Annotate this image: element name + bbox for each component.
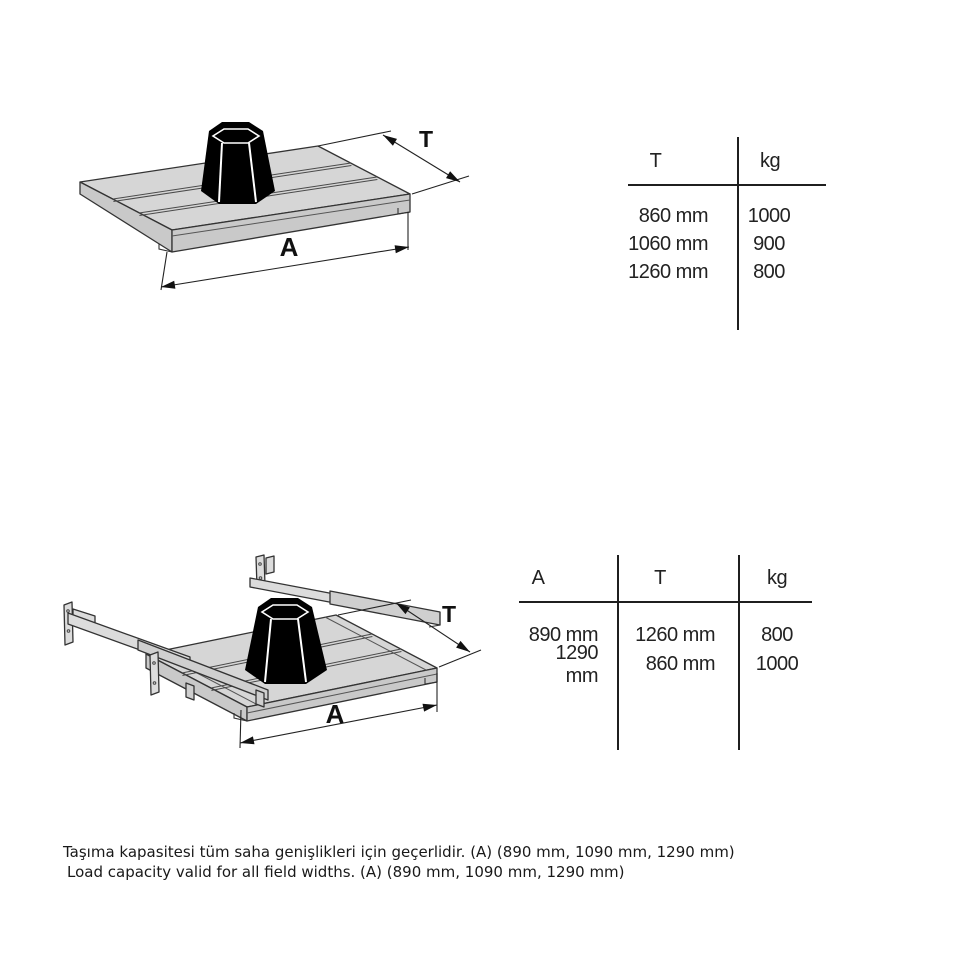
arrowhead — [240, 736, 255, 744]
table-row — [628, 258, 826, 286]
table-header-row — [628, 137, 826, 185]
arrowhead — [456, 641, 470, 652]
width-dim-label: A — [279, 232, 299, 262]
table-header-cell: kg — [766, 567, 788, 589]
width-dim-label: A — [325, 699, 345, 729]
table-header-cell: T — [654, 567, 666, 589]
table-header-cell: kg — [759, 149, 781, 172]
table-header-row — [519, 555, 812, 602]
table-column-rule — [737, 137, 739, 330]
arrowhead — [395, 245, 409, 253]
table-header-cell: A — [531, 567, 545, 589]
table-cell: 800 — [761, 624, 793, 646]
wall-bracket-plate — [150, 652, 159, 695]
table-cell: 1000 — [747, 204, 791, 227]
table-header-rule — [628, 184, 826, 186]
table-column-rule — [738, 555, 740, 750]
table-cell: 1290 mm — [555, 641, 598, 687]
table-row — [628, 230, 826, 258]
table-cell: 860 mm — [638, 204, 708, 227]
table-cell: 1260 mm — [635, 624, 715, 646]
arrowhead — [383, 135, 397, 146]
fixed-shelf-figure — [55, 95, 475, 305]
load-capacity-table-bottom — [519, 555, 812, 687]
arrowhead — [161, 281, 175, 289]
table-cell: 900 — [753, 232, 785, 255]
hopper-bucket — [201, 122, 275, 204]
table-row — [519, 641, 812, 687]
table-header-cell: T — [649, 149, 662, 172]
rail-foot — [256, 690, 264, 707]
rail-tab — [266, 556, 274, 574]
table-cell: 1060 mm — [628, 232, 708, 255]
caption-turkish: Taşıma kapasitesi tüm saha genişlikleri için geçerlidir. (A) (890 mm, 1090 mm, 1290 mm) — [63, 843, 735, 861]
hopper-silhouette — [201, 122, 275, 204]
table-cell: 890 mm — [528, 624, 598, 646]
rail-foot — [186, 683, 194, 700]
table-body — [628, 185, 826, 286]
table-cell: 1260 mm — [628, 260, 708, 283]
arrowhead — [423, 704, 438, 712]
load-capacity-table-top — [628, 137, 826, 286]
table-row — [628, 202, 826, 230]
table-cell: 860 mm — [645, 653, 715, 675]
table-column-rule — [617, 555, 619, 750]
table-header-rule — [519, 601, 812, 603]
caption — [63, 842, 735, 882]
table-cell: 800 — [753, 260, 785, 283]
caption-english: Load capacity valid for all field widths. (A) (890 mm, 1090 mm, 1290 mm) — [67, 863, 625, 881]
hopper-silhouette — [245, 598, 327, 684]
table-cell: 1000 — [755, 653, 799, 675]
hopper-bucket — [245, 598, 327, 684]
pullout-shelf-figure — [40, 545, 480, 775]
arrowhead — [446, 171, 460, 182]
table-body — [519, 602, 812, 687]
depth-dim-label: T — [418, 126, 434, 152]
depth-dim-label: T — [441, 601, 457, 627]
